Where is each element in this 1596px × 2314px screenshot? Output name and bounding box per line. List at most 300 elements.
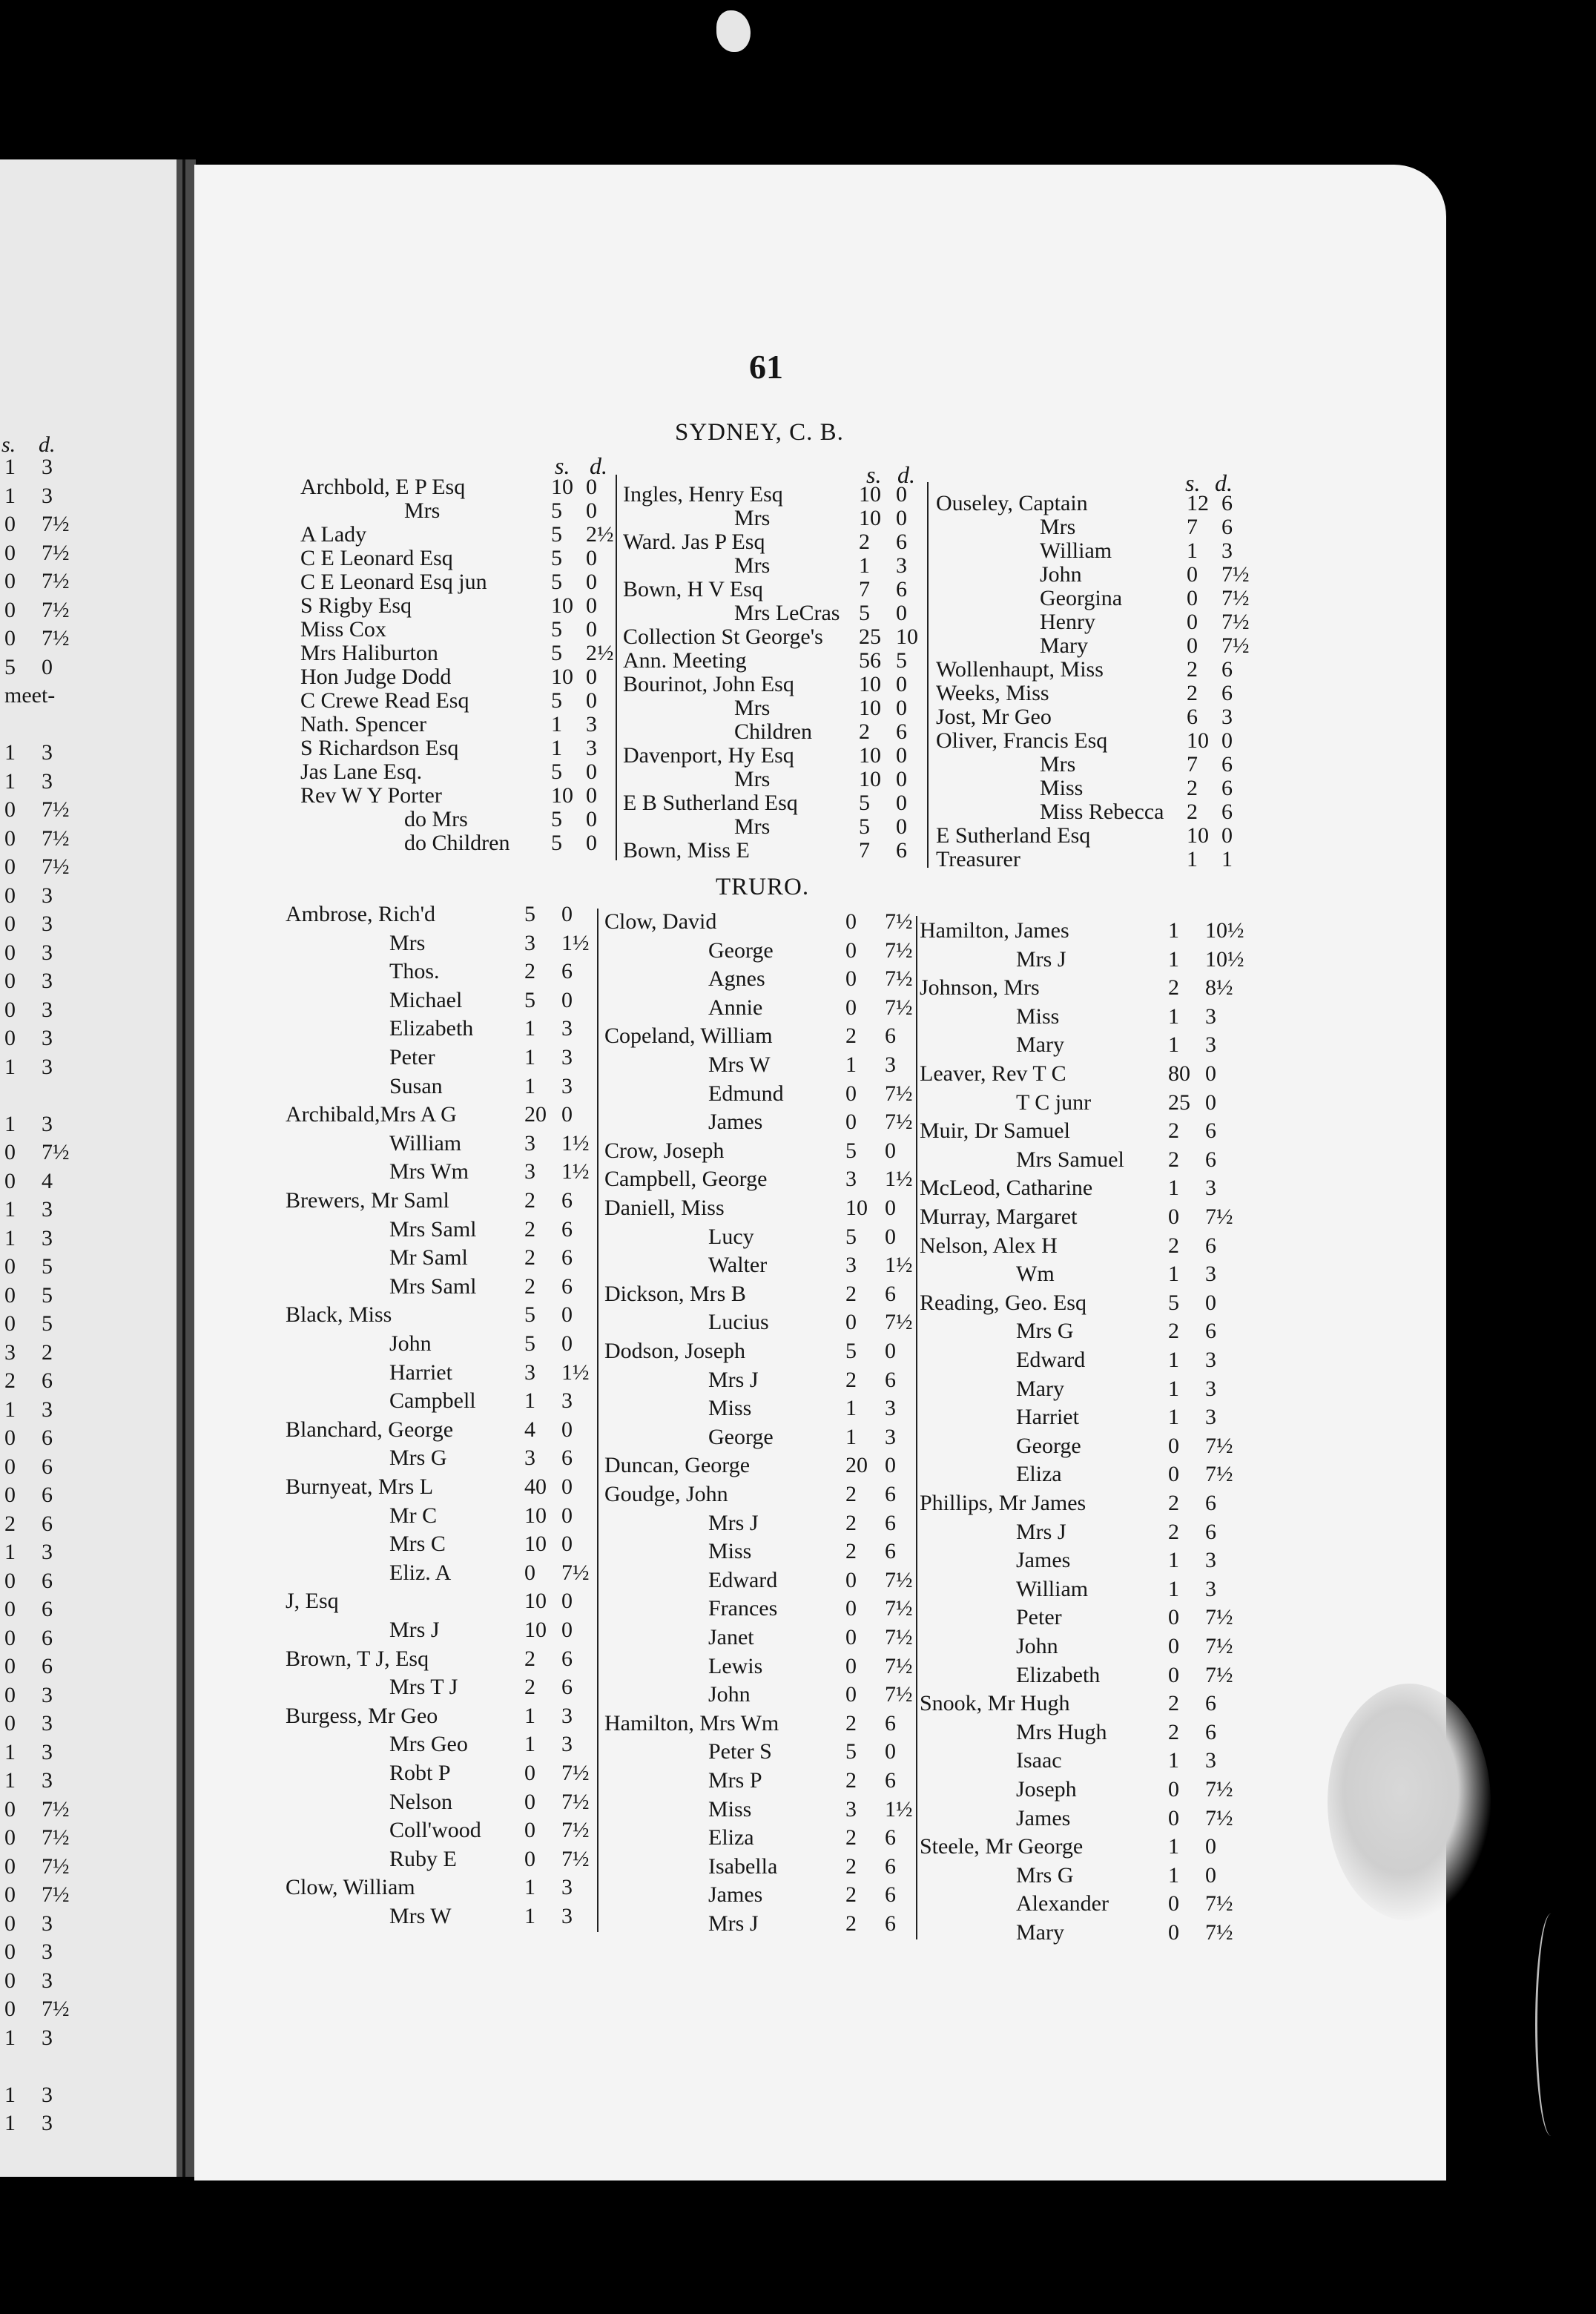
subscriber-row — [604, 1111, 916, 1139]
subscriber-row — [286, 1819, 597, 1847]
amount-shillings: 3 — [845, 1253, 857, 1278]
amount-pence: 3 — [42, 2111, 53, 2135]
amount-shillings: 10 — [551, 475, 573, 499]
amount-pence: 3 — [42, 455, 53, 479]
subscriber-name: Jas Lane Esq. — [300, 759, 423, 784]
amount-pence: 6 — [561, 959, 573, 984]
subscriber-name: Mrs — [1040, 752, 1076, 777]
amount-pence: 0 — [885, 1339, 896, 1363]
amount-shillings: 1 — [524, 1073, 535, 1098]
subscriber-row — [920, 1492, 1239, 1520]
amount-shillings: 10 — [1187, 728, 1209, 753]
subscriber-row — [920, 1807, 1239, 1836]
amount-pence: 3 — [561, 1703, 573, 1728]
amount-pence: 3 — [42, 940, 53, 965]
subscriber-name: Mrs Hugh — [1016, 1719, 1107, 1744]
amount-pence: 6 — [1221, 515, 1233, 539]
amount-shillings: 1 — [4, 1768, 16, 1793]
amount-shillings: 1 — [1187, 847, 1198, 871]
amount-shillings: 5 — [524, 987, 535, 1012]
amount-pence: 0 — [586, 831, 597, 855]
amount-pence: 6 — [885, 1882, 896, 1908]
subscriber-row — [604, 1025, 916, 1053]
amount-pence: 3 — [1205, 1376, 1216, 1401]
amount-shillings: 1 — [1168, 1834, 1179, 1859]
amount-pence: 0 — [896, 601, 907, 625]
subscriber-row — [286, 1333, 597, 1361]
amount-shillings: 0 — [1168, 1634, 1179, 1658]
amount-shillings: 0 — [4, 1882, 16, 1907]
amount-shillings: 1 — [1168, 1032, 1179, 1058]
amount-shillings: 2 — [524, 1675, 535, 1700]
subscriber-name: Mrs — [404, 498, 441, 523]
amount-pence: 0 — [42, 654, 53, 679]
amount-shillings: 0 — [4, 1654, 16, 1678]
amount-pence: 0 — [1205, 1290, 1216, 1315]
amount-shillings: 5 — [845, 1138, 857, 1163]
amount-pence: 3 — [42, 997, 53, 1022]
amount-pence: 6 — [561, 1273, 573, 1299]
amount-shillings: 0 — [4, 569, 16, 593]
amount-shillings: 10 — [551, 593, 573, 618]
amount-shillings: 2 — [859, 530, 870, 554]
subscriber-row — [286, 1247, 597, 1275]
amount-shillings: 0 — [4, 969, 16, 993]
subscriber-name: Mrs G — [389, 1446, 447, 1471]
subscriber-row — [604, 1884, 916, 1912]
amount-shillings: 5 — [845, 1339, 857, 1363]
subscriber-name: Muir, Dr Samuel — [920, 1118, 1070, 1144]
amount-pence: 7½ — [42, 1853, 70, 1879]
amount-pence: 7½ — [885, 1625, 913, 1649]
amount-pence: 6 — [1221, 776, 1233, 800]
subscriber-row — [286, 1733, 597, 1761]
page-number: 61 — [749, 348, 783, 386]
subscriber-name: Black, Miss — [286, 1302, 392, 1328]
amount-pence: 5 — [896, 648, 907, 673]
subscriber-name: Mrs — [734, 506, 771, 530]
subscriber-name: E B Sutherland Esq — [623, 791, 798, 815]
amount-pence: 1½ — [885, 1253, 913, 1278]
amount-pence: 0 — [586, 688, 597, 713]
amount-pence: 0 — [1221, 823, 1233, 848]
subscriber-name: Dickson, Mrs B — [604, 1281, 746, 1306]
subscriber-row — [286, 1273, 597, 1304]
amount-shillings: 0 — [1168, 1805, 1179, 1830]
amount-shillings: 1 — [859, 553, 870, 578]
amount-shillings: 0 — [4, 1282, 16, 1308]
amount-pence: 0 — [896, 814, 907, 839]
column-rule-sydney-1 — [616, 475, 617, 860]
amount-pence: 0 — [896, 743, 907, 768]
subscriber-row — [920, 1721, 1239, 1750]
subscriber-row — [300, 832, 612, 860]
amount-shillings: 5 — [524, 902, 535, 926]
amount-pence: 7½ — [42, 1997, 70, 2021]
subscriber-name: Janet — [708, 1625, 754, 1649]
amount-shillings: meet- — [4, 683, 56, 708]
header-shillings-col2: s. — [866, 461, 882, 488]
subscriber-row — [920, 1549, 1239, 1578]
amount-shillings: 0 — [4, 1425, 16, 1450]
amount-pence: 2½ — [586, 641, 614, 665]
amount-pence: 7½ — [561, 1846, 590, 1871]
amount-shillings: 2 — [845, 1768, 857, 1793]
header-shillings-col1: s. — [555, 452, 570, 479]
amount-pence: 3 — [1221, 538, 1233, 563]
subscriber-name: Peter — [1016, 1605, 1062, 1630]
subscriber-name: Mrs — [734, 696, 771, 720]
subscriber-row — [286, 1705, 597, 1733]
subscriber-name: Mrs J — [389, 1618, 440, 1642]
subscriber-row — [604, 1226, 916, 1254]
subscriber-row — [920, 1578, 1239, 1606]
amount-shillings: 2 — [1168, 975, 1179, 1001]
amount-pence: 6 — [885, 1367, 896, 1392]
subscriber-name: Copeland, William — [604, 1024, 773, 1049]
subscriber-row — [604, 1140, 916, 1168]
subscriber-row — [604, 1796, 916, 1827]
subscriber-row — [920, 1862, 1239, 1893]
subscriber-row — [286, 1104, 597, 1132]
amount-pence: 1½ — [561, 1159, 590, 1184]
amount-pence: 6 — [1205, 1719, 1216, 1744]
subscriber-name: Susan — [389, 1073, 443, 1098]
amount-pence: 0 — [586, 807, 597, 831]
amount-shillings: 0 — [4, 1968, 16, 1993]
column-rule-sydney-2 — [927, 482, 929, 868]
subscriber-row — [920, 946, 1244, 977]
subscriber-name: Walter — [708, 1253, 768, 1278]
subscriber-name: T C junr — [1016, 1090, 1092, 1115]
subscriber-name: S Richardson Esq — [300, 736, 459, 760]
amount-pence: 10 — [896, 624, 918, 649]
subscriber-name: Murray, Margaret — [920, 1204, 1078, 1229]
amount-shillings: 10 — [859, 506, 881, 530]
amount-shillings: 1 — [4, 455, 16, 479]
amount-shillings: 5 — [859, 814, 870, 839]
subscriber-name: Coll'wood — [389, 1818, 481, 1843]
amount-pence: 0 — [1205, 1834, 1216, 1859]
amount-pence: 3 — [42, 1111, 53, 1136]
subscriber-row — [920, 1263, 1239, 1291]
subscriber-row — [920, 1664, 1239, 1692]
amount-pence: 6 — [885, 1853, 896, 1879]
amount-pence: 6 — [1205, 1491, 1216, 1515]
amount-pence: 7½ — [1205, 1805, 1233, 1830]
subscriber-name: Archibald,Mrs A G — [286, 1102, 457, 1127]
subscriber-name: Mary — [1016, 1032, 1064, 1058]
amount-shillings: 80 — [1168, 1061, 1190, 1086]
amount-shillings: 20 — [845, 1453, 868, 1478]
amount-pence: 3 — [561, 1016, 573, 1041]
amount-shillings: 1 — [1168, 1376, 1179, 1401]
subscriber-row — [604, 1254, 916, 1282]
amount-pence: 0 — [586, 593, 597, 618]
amount-shillings: 0 — [845, 1596, 857, 1621]
amount-shillings: 0 — [4, 626, 16, 650]
amount-pence: 3 — [561, 1073, 573, 1098]
subscriber-row — [920, 1206, 1239, 1234]
amount-pence: 1½ — [561, 1359, 590, 1385]
subscriber-row — [920, 1435, 1239, 1463]
amount-shillings: 2 — [1187, 681, 1198, 705]
subscriber-row — [286, 1791, 597, 1819]
amount-pence: 5 — [42, 1254, 53, 1279]
subscriber-name: William — [1016, 1576, 1089, 1601]
amount-pence: 0 — [561, 1474, 573, 1499]
subscriber-row — [286, 1075, 597, 1104]
amount-pence: 3 — [42, 912, 53, 936]
amount-shillings: 2 — [845, 1024, 857, 1049]
amount-pence: 7½ — [885, 909, 913, 934]
section-title-sydney: SYDNEY, C. B. — [675, 419, 844, 446]
amount-shillings: 0 — [4, 1168, 16, 1193]
subscriber-name: James — [708, 1882, 763, 1908]
subscriber-name: Weeks, Miss — [936, 681, 1049, 705]
subscriber-name: Miss — [1040, 776, 1084, 800]
amount-shillings: 0 — [4, 1853, 16, 1879]
amount-shillings: 5 — [551, 617, 562, 642]
amount-pence: 0 — [885, 1453, 896, 1478]
amount-shillings: 0 — [845, 1081, 857, 1106]
subscriber-name: Nath. Spencer — [300, 712, 426, 736]
subscriber-name: Campbell — [389, 1388, 476, 1414]
amount-shillings: 10 — [859, 482, 881, 507]
amount-shillings: 2 — [4, 1368, 16, 1393]
amount-shillings: 2 — [859, 719, 870, 744]
subscriber-name: Lewis — [708, 1653, 763, 1678]
water-stain — [1328, 1684, 1491, 1921]
amount-shillings: 10 — [524, 1618, 547, 1642]
subscriber-name: Miss — [708, 1539, 752, 1564]
amount-shillings: 1 — [1168, 1262, 1179, 1287]
amount-shillings: 5 — [551, 688, 562, 713]
subscriber-name: J, Esq — [286, 1589, 339, 1614]
amount-pence: 0 — [561, 1417, 573, 1442]
amount-pence: 6 — [42, 1597, 53, 1621]
subscriber-name: Thos. — [389, 959, 440, 984]
subscriber-row — [286, 1161, 597, 1189]
subscriber-name: Georgina — [1040, 586, 1123, 610]
amount-pence: 8½ — [1205, 975, 1233, 1001]
subscriber-row — [286, 932, 597, 960]
amount-shillings: 2 — [845, 1482, 857, 1506]
amount-shillings: 5 — [551, 522, 562, 547]
subscriber-row — [604, 1197, 916, 1225]
subscriber-name: Mrs G — [1016, 1862, 1074, 1888]
amount-pence: 7½ — [885, 1110, 913, 1135]
amount-shillings: 1 — [845, 1424, 857, 1449]
amount-pence: 3 — [42, 1197, 53, 1222]
amount-shillings: 3 — [845, 1796, 857, 1822]
amount-shillings: 0 — [4, 1682, 16, 1707]
amount-shillings: 2 — [1187, 657, 1198, 682]
subscriber-row — [920, 1235, 1239, 1263]
subscriber-row — [936, 848, 1247, 877]
amount-pence: 0 — [885, 1196, 896, 1220]
amount-pence: 10½ — [1205, 946, 1244, 972]
amount-shillings: 1 — [4, 768, 16, 794]
amount-pence: 7½ — [885, 1682, 913, 1707]
subscriber-row — [920, 1750, 1239, 1778]
subscriber-row — [286, 1619, 597, 1647]
subscriber-row — [604, 1168, 916, 1196]
amount-shillings: 2 — [845, 1539, 857, 1564]
amount-pence: 6 — [1205, 1233, 1216, 1258]
amount-shillings: 2 — [524, 959, 535, 984]
amount-shillings: 10 — [524, 1503, 547, 1528]
subscriber-name: Hamilton, James — [920, 918, 1069, 943]
amount-shillings: 5 — [4, 654, 16, 679]
amount-shillings: 0 — [4, 1026, 16, 1050]
subscriber-row — [604, 1083, 916, 1111]
amount-pence: 3 — [42, 1911, 53, 1936]
amount-shillings: 1 — [4, 1197, 16, 1222]
amount-pence: 3 — [1205, 1348, 1216, 1372]
amount-shillings: 10 — [859, 672, 881, 696]
amount-pence: 3 — [885, 1052, 896, 1077]
subscriber-row — [920, 977, 1239, 1005]
subscriber-name: Ingles, Henry Esq — [623, 482, 783, 507]
amount-pence: 0 — [586, 783, 597, 808]
amount-shillings: 7 — [1187, 752, 1198, 777]
subscriber-name: Blanchard, George — [286, 1417, 454, 1442]
amount-shillings: 0 — [1187, 586, 1198, 610]
subscriber-name: Mrs J — [1016, 946, 1066, 972]
amount-shillings: 1 — [4, 2025, 16, 2050]
amount-shillings: 1 — [4, 1397, 16, 1422]
amount-shillings: 1 — [551, 736, 562, 760]
subscriber-name: William — [1040, 538, 1112, 563]
subscriber-row — [920, 918, 1244, 948]
amount-shillings: 3 — [524, 1359, 535, 1385]
subscriber-name: Duncan, George — [604, 1453, 751, 1478]
subscriber-name: John — [1016, 1634, 1058, 1658]
amount-pence: 6 — [1221, 657, 1233, 682]
amount-shillings: 5 — [551, 498, 562, 523]
subscriber-name: Wollenhaupt, Miss — [936, 657, 1104, 682]
amount-pence: 7½ — [1205, 1662, 1233, 1687]
amount-shillings: 0 — [4, 1625, 16, 1650]
amount-shillings: 2 — [1168, 1519, 1179, 1544]
subscriber-row — [920, 1893, 1239, 1921]
subscriber-name: Mrs — [734, 553, 771, 578]
subscriber-row — [604, 1369, 916, 1397]
subscriber-row — [920, 1292, 1239, 1320]
subscriber-row — [604, 1913, 916, 1941]
amount-pence: 0 — [561, 1503, 573, 1528]
amount-shillings: 2 — [1168, 1118, 1179, 1144]
amount-pence: 7½ — [1205, 1777, 1233, 1802]
amount-shillings: 3 — [524, 1130, 535, 1156]
amount-pence: 1½ — [885, 1167, 913, 1192]
subscriber-name: Wm — [1016, 1262, 1055, 1287]
amount-shillings: 1 — [1168, 946, 1179, 972]
subscriber-name: C Crewe Read Esq — [300, 688, 469, 713]
subscriber-name: Mrs Wm — [389, 1159, 469, 1184]
amount-shillings: 0 — [524, 1789, 535, 1814]
amount-pence: 1 — [1221, 847, 1233, 871]
amount-shillings: 0 — [4, 1254, 16, 1279]
amount-shillings: 2 — [845, 1710, 857, 1736]
amount-shillings: 0 — [4, 825, 16, 851]
amount-shillings: 1 — [1168, 1003, 1179, 1029]
subscriber-name: Mrs G — [1016, 1319, 1074, 1344]
subscriber-name: Brewers, Mr Saml — [286, 1188, 449, 1213]
header-pence-col3: d. — [1215, 469, 1233, 496]
amount-pence: 3 — [42, 1739, 53, 1764]
amount-shillings: 0 — [4, 1939, 16, 1964]
amount-pence: 6 — [885, 1281, 896, 1306]
subscriber-name: Ouseley, Captain — [936, 491, 1088, 515]
amount-pence: 6 — [1221, 681, 1233, 705]
subscriber-name: Crow, Joseph — [604, 1138, 725, 1163]
subscriber-name: Michael — [389, 987, 463, 1012]
subscriber-row — [623, 840, 927, 868]
amount-shillings: 2 — [524, 1188, 535, 1213]
subscriber-name: James — [1016, 1548, 1071, 1573]
subscriber-name: Goudge, John — [604, 1482, 728, 1506]
amount-shillings: 5 — [551, 546, 562, 570]
subscriber-name: Mrs Geo — [389, 1732, 468, 1757]
amount-shillings: 0 — [4, 1825, 16, 1850]
subscriber-name: E Sutherland Esq — [936, 823, 1091, 848]
subscriber-row — [604, 1655, 916, 1684]
amount-shillings: 0 — [1168, 1662, 1179, 1687]
subscriber-name: Alexander — [1016, 1891, 1109, 1916]
subscriber-row — [604, 1311, 916, 1339]
amount-pence: 0 — [896, 482, 907, 507]
subscriber-name: Mrs — [734, 767, 771, 791]
subscriber-name: Clow, David — [604, 909, 717, 934]
amount-pence: 3 — [42, 1768, 53, 1793]
subscriber-row — [286, 1359, 597, 1390]
amount-shillings: 0 — [4, 512, 16, 536]
subscriber-name: Mrs P — [708, 1768, 762, 1793]
amount-pence: 3 — [1205, 1576, 1216, 1601]
subscriber-row — [604, 1483, 916, 1512]
subscriber-name: Daniell, Miss — [604, 1196, 725, 1220]
subscriber-row — [604, 1684, 916, 1712]
amount-pence: 7½ — [561, 1818, 590, 1843]
subscriber-name: John — [1040, 562, 1082, 587]
amount-pence: 0 — [586, 498, 597, 523]
amount-pence: 7½ — [42, 569, 70, 593]
subscriber-name: James — [708, 1110, 763, 1135]
amount-pence: 3 — [561, 1388, 573, 1414]
amount-shillings: 0 — [4, 597, 16, 622]
subscriber-row — [920, 1120, 1239, 1148]
subscriber-name: Mr Saml — [389, 1245, 468, 1270]
amount-pence: 0 — [586, 759, 597, 784]
amount-pence: 3 — [42, 1026, 53, 1050]
subscriber-name: Reading, Geo. Esq — [920, 1290, 1086, 1315]
amount-pence: 6 — [42, 1654, 53, 1678]
amount-pence: 3 — [42, 1968, 53, 1993]
amount-shillings: 0 — [845, 909, 857, 934]
subscriber-row — [604, 1340, 916, 1368]
subscriber-name: Nelson, Alex H — [920, 1233, 1058, 1258]
subscriber-name: William — [389, 1130, 462, 1156]
subscriber-row — [286, 1562, 597, 1590]
amount-shillings: 0 — [4, 1140, 16, 1164]
amount-pence: 6 — [1205, 1519, 1216, 1544]
amount-shillings: 0 — [845, 995, 857, 1020]
amount-shillings: 3 — [524, 1159, 535, 1184]
subscriber-name: Dodson, Joseph — [604, 1339, 746, 1363]
amount-shillings: 0 — [4, 1796, 16, 1822]
